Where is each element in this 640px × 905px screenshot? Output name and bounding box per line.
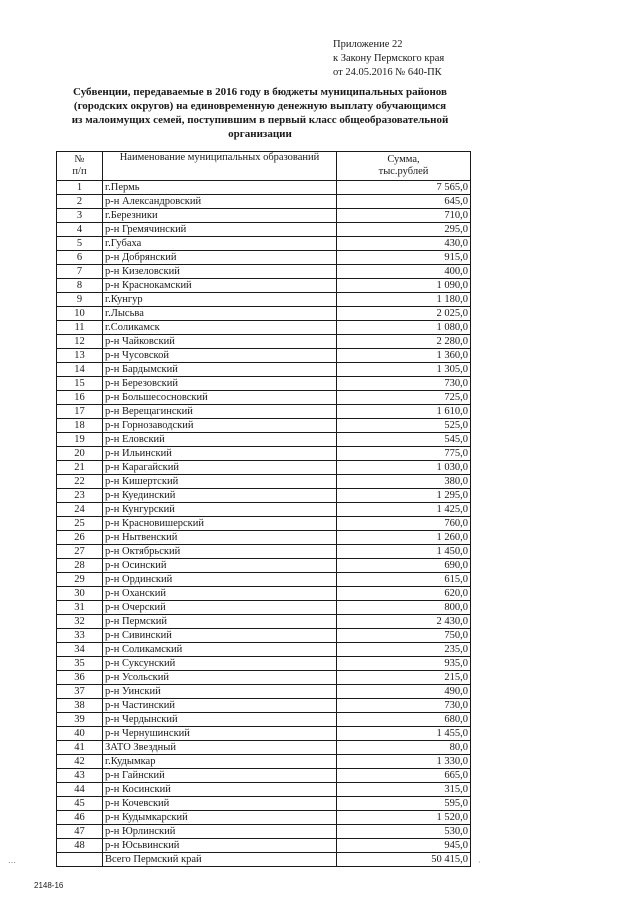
row-number: 15 [57, 377, 103, 391]
row-number: 40 [57, 727, 103, 741]
row-number: 24 [57, 503, 103, 517]
table-row [57, 629, 471, 643]
row-sum: 530,0 [337, 825, 471, 839]
row-sum: 935,0 [337, 657, 471, 671]
row-sum: 665,0 [337, 769, 471, 783]
table-row [57, 237, 471, 251]
row-number: 22 [57, 475, 103, 489]
row-sum: 235,0 [337, 643, 471, 657]
row-number: 9 [57, 293, 103, 307]
row-number: 37 [57, 685, 103, 699]
row-sum: 1 450,0 [337, 545, 471, 559]
table-row [57, 349, 471, 363]
row-number: 44 [57, 783, 103, 797]
row-sum: 750,0 [337, 629, 471, 643]
row-number: 39 [57, 713, 103, 727]
row-name: р-н Чернушинский [103, 727, 337, 741]
row-number: 3 [57, 209, 103, 223]
row-number: 13 [57, 349, 103, 363]
table-row [57, 545, 471, 559]
row-number: 32 [57, 615, 103, 629]
table-row [57, 657, 471, 671]
row-number: 31 [57, 601, 103, 615]
row-sum: 645,0 [337, 195, 471, 209]
row-name: р-н Октябрьский [103, 545, 337, 559]
row-sum: 615,0 [337, 573, 471, 587]
table-row [57, 363, 471, 377]
row-name: р-н Оханский [103, 587, 337, 601]
row-number: 20 [57, 447, 103, 461]
table-row [57, 643, 471, 657]
table-row [57, 209, 471, 223]
table-row [57, 293, 471, 307]
header-sum [337, 152, 471, 181]
table-body [57, 181, 471, 853]
row-name: р-н Кизеловский [103, 265, 337, 279]
row-name: р-н Усольский [103, 671, 337, 685]
table-row [57, 489, 471, 503]
row-name: р-н Очерский [103, 601, 337, 615]
table-row [57, 559, 471, 573]
row-name: р-н Еловский [103, 433, 337, 447]
row-name: р-н Нытвенский [103, 531, 337, 545]
row-number: 41 [57, 741, 103, 755]
row-sum: 430,0 [337, 237, 471, 251]
row-sum: 1 180,0 [337, 293, 471, 307]
row-name: г.Кунгур [103, 293, 337, 307]
row-number: 14 [57, 363, 103, 377]
row-sum: 730,0 [337, 699, 471, 713]
row-name: р-н Верещагинский [103, 405, 337, 419]
row-name: р-н Гремячинский [103, 223, 337, 237]
row-name: г.Лысьва [103, 307, 337, 321]
row-name: р-н Соликамский [103, 643, 337, 657]
scan-artifact-left: ⋯ [8, 858, 18, 867]
appendix-line-3: от 24.05.2016 № 640-ПК [333, 67, 442, 78]
title-line-1: Субвенции, передаваемые в 2016 году в бюджеты муниципальных районов [73, 86, 447, 98]
row-name: р-н Суксунский [103, 657, 337, 671]
table-total-row [57, 853, 471, 867]
row-number: 1 [57, 181, 103, 195]
row-sum: 80,0 [337, 741, 471, 755]
table-row [57, 587, 471, 601]
table-row [57, 503, 471, 517]
row-sum: 215,0 [337, 671, 471, 685]
row-sum: 690,0 [337, 559, 471, 573]
row-name: р-н Чайковский [103, 335, 337, 349]
row-number: 2 [57, 195, 103, 209]
row-number: 19 [57, 433, 103, 447]
row-number: 29 [57, 573, 103, 587]
table-row [57, 769, 471, 783]
row-sum: 1 305,0 [337, 363, 471, 377]
row-name: р-н Добрянский [103, 251, 337, 265]
row-name: р-н Уинский [103, 685, 337, 699]
table-header-row [57, 152, 471, 181]
appendix-line-2: к Закону Пермского края [333, 53, 445, 64]
table-row [57, 615, 471, 629]
table-row [57, 279, 471, 293]
row-number: 4 [57, 223, 103, 237]
table-row [57, 265, 471, 279]
row-name: г.Кудымкар [103, 755, 337, 769]
row-number: 11 [57, 321, 103, 335]
row-sum: 680,0 [337, 713, 471, 727]
row-number: 47 [57, 825, 103, 839]
table-row [57, 391, 471, 405]
row-sum: 710,0 [337, 209, 471, 223]
row-name: р-н Кишертский [103, 475, 337, 489]
row-sum: 400,0 [337, 265, 471, 279]
row-name: р-н Горнозаводский [103, 419, 337, 433]
row-name: р-н Кунгурский [103, 503, 337, 517]
row-sum: 1 090,0 [337, 279, 471, 293]
row-number: 27 [57, 545, 103, 559]
title-line-2: (городских округов) на единовременную денежную выплату обучающимся [73, 100, 447, 112]
row-number: 36 [57, 671, 103, 685]
table-row [57, 727, 471, 741]
row-number: 35 [57, 657, 103, 671]
row-name: р-н Ильинский [103, 447, 337, 461]
row-name: р-н Березовский [103, 377, 337, 391]
table-row [57, 195, 471, 209]
row-sum: 380,0 [337, 475, 471, 489]
row-name: р-н Кудымкарский [103, 811, 337, 825]
row-number: 28 [57, 559, 103, 573]
table-row [57, 419, 471, 433]
row-sum: 725,0 [337, 391, 471, 405]
title-line-4: организации [228, 128, 292, 140]
row-name: г.Соликамск [103, 321, 337, 335]
subsidies-table [56, 151, 471, 867]
table-row [57, 671, 471, 685]
row-name: р-н Сивинский [103, 629, 337, 643]
row-number: 8 [57, 279, 103, 293]
row-number: 6 [57, 251, 103, 265]
table-row [57, 699, 471, 713]
row-name: р-н Осинский [103, 559, 337, 573]
table-row [57, 433, 471, 447]
row-name: р-н Чердынский [103, 713, 337, 727]
table-row [57, 307, 471, 321]
row-name: р-н Большесосновский [103, 391, 337, 405]
total-empty-cell [57, 853, 103, 867]
row-sum: 595,0 [337, 797, 471, 811]
row-name: р-н Юсьвинский [103, 839, 337, 853]
row-number: 17 [57, 405, 103, 419]
row-sum: 1 030,0 [337, 461, 471, 475]
scan-artifact-right: · [478, 858, 481, 867]
header-name: Наименование муниципальных образований [103, 152, 337, 181]
row-sum: 2 025,0 [337, 307, 471, 321]
row-name: р-н Частинский [103, 699, 337, 713]
row-number: 33 [57, 629, 103, 643]
row-name: р-н Красновишерский [103, 517, 337, 531]
row-number: 7 [57, 265, 103, 279]
document-title [50, 85, 470, 141]
row-number: 46 [57, 811, 103, 825]
row-sum: 730,0 [337, 377, 471, 391]
row-number: 45 [57, 797, 103, 811]
row-name: р-н Юрлинский [103, 825, 337, 839]
row-number: 23 [57, 489, 103, 503]
row-sum: 2 430,0 [337, 615, 471, 629]
row-sum: 760,0 [337, 517, 471, 531]
row-number: 10 [57, 307, 103, 321]
table-row [57, 377, 471, 391]
row-name: ЗАТО Звездный [103, 741, 337, 755]
row-sum: 1 425,0 [337, 503, 471, 517]
table-row [57, 335, 471, 349]
row-name: г.Губаха [103, 237, 337, 251]
row-number: 38 [57, 699, 103, 713]
header-sum-line-1: Сумма, [387, 154, 420, 165]
appendix-note [333, 38, 513, 80]
table-row [57, 447, 471, 461]
row-sum: 1 080,0 [337, 321, 471, 335]
row-sum: 545,0 [337, 433, 471, 447]
row-name: р-н Пермский [103, 615, 337, 629]
header-number [57, 152, 103, 181]
table-row [57, 517, 471, 531]
row-number: 48 [57, 839, 103, 853]
row-name: р-н Александровский [103, 195, 337, 209]
table-row [57, 573, 471, 587]
row-sum: 800,0 [337, 601, 471, 615]
row-sum: 525,0 [337, 419, 471, 433]
row-sum: 775,0 [337, 447, 471, 461]
row-name: р-н Куединский [103, 489, 337, 503]
row-sum: 1 610,0 [337, 405, 471, 419]
table-row [57, 685, 471, 699]
row-name: р-н Карагайский [103, 461, 337, 475]
table-row [57, 825, 471, 839]
row-number: 12 [57, 335, 103, 349]
row-sum: 7 565,0 [337, 181, 471, 195]
table-row [57, 783, 471, 797]
row-number: 30 [57, 587, 103, 601]
appendix-line-1: Приложение 22 [333, 39, 403, 50]
row-number: 26 [57, 531, 103, 545]
table-row [57, 741, 471, 755]
table-row [57, 797, 471, 811]
row-name: г.Березники [103, 209, 337, 223]
row-sum: 620,0 [337, 587, 471, 601]
table-row [57, 321, 471, 335]
table-row [57, 531, 471, 545]
table-row [57, 251, 471, 265]
table-row [57, 181, 471, 195]
row-sum: 1 520,0 [337, 811, 471, 825]
row-name: р-н Чусовской [103, 349, 337, 363]
row-name: р-н Кочевский [103, 797, 337, 811]
row-number: 25 [57, 517, 103, 531]
row-sum: 1 360,0 [337, 349, 471, 363]
row-sum: 315,0 [337, 783, 471, 797]
row-number: 43 [57, 769, 103, 783]
row-name: р-н Краснокамский [103, 279, 337, 293]
row-name: г.Пермь [103, 181, 337, 195]
row-sum: 1 295,0 [337, 489, 471, 503]
row-sum: 945,0 [337, 839, 471, 853]
table-row [57, 223, 471, 237]
row-sum: 490,0 [337, 685, 471, 699]
table-row [57, 475, 471, 489]
row-sum: 915,0 [337, 251, 471, 265]
row-number: 5 [57, 237, 103, 251]
row-sum: 1 260,0 [337, 531, 471, 545]
row-number: 42 [57, 755, 103, 769]
document-code: 2148-16 [34, 881, 64, 890]
row-sum: 1 330,0 [337, 755, 471, 769]
header-sum-line-2: тыс.рублей [378, 166, 429, 177]
table-row [57, 601, 471, 615]
table-row [57, 405, 471, 419]
row-sum: 295,0 [337, 223, 471, 237]
table-row [57, 755, 471, 769]
title-line-3: из малоимущих семей, поступившим в первый класс общеобразовательной [71, 114, 449, 126]
row-number: 16 [57, 391, 103, 405]
row-name: р-н Косинский [103, 783, 337, 797]
total-sum: 50 415,0 [337, 853, 471, 867]
header-number-line-1: № [74, 154, 85, 165]
row-number: 34 [57, 643, 103, 657]
row-name: р-н Бардымский [103, 363, 337, 377]
row-number: 21 [57, 461, 103, 475]
row-sum: 1 455,0 [337, 727, 471, 741]
header-number-line-2: п/п [72, 166, 87, 177]
table-row [57, 461, 471, 475]
row-name: р-н Гайнский [103, 769, 337, 783]
row-name: р-н Ординский [103, 573, 337, 587]
row-number: 18 [57, 419, 103, 433]
table-row [57, 811, 471, 825]
row-sum: 2 280,0 [337, 335, 471, 349]
table-row [57, 839, 471, 853]
total-label: Всего Пермский край [103, 853, 337, 867]
table-row [57, 713, 471, 727]
